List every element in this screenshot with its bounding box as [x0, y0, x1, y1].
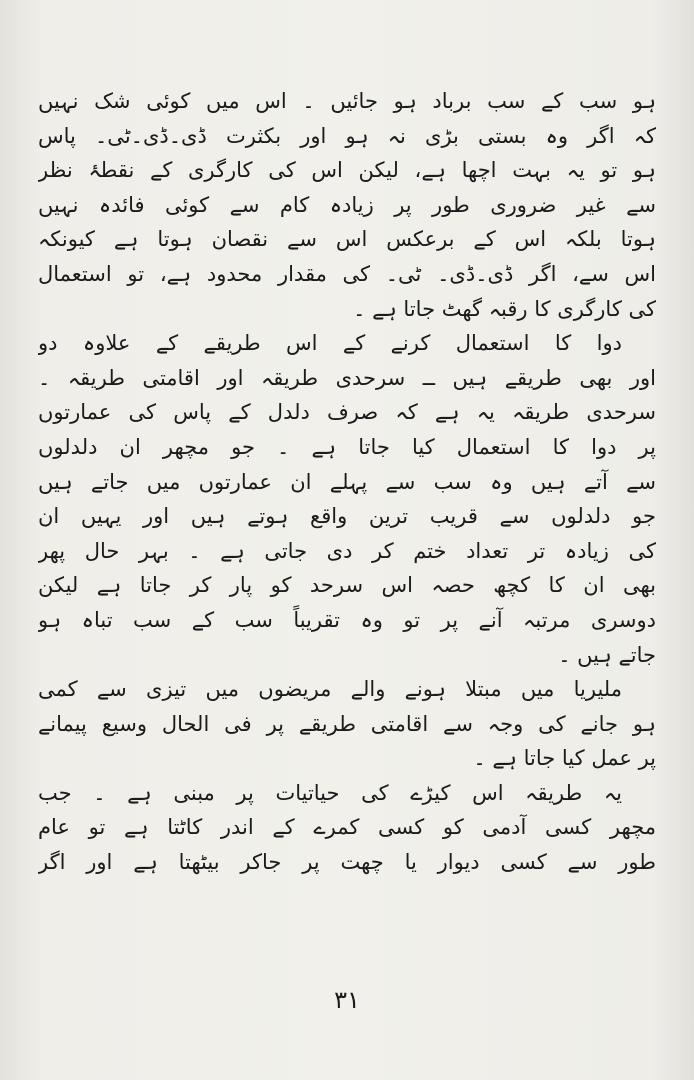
text-line: طور سے کسی دیوار یا چھت پر جاکر بیٹھتا ہے اور اگر: [38, 850, 656, 875]
text-line: ہو سب کے سب برباد ہو جائیں ۔ اس میں کوئی شک نہیں: [38, 89, 656, 113]
text-line: مچھر کسی آدمی کو کسی کمرے کے اندر کاٹتا ہے تو عام: [38, 815, 656, 840]
text-line: جاتے ہیں ۔: [558, 642, 656, 667]
text-line: کی زیادہ تر تعداد ختم کر دی جاتی ہے ۔ بہر حال پھر: [38, 538, 656, 563]
text-line: دوسری مرتبہ آنے پر تو وہ تقریباً سب کے سب تباہ ہو: [38, 607, 656, 632]
text-line: سرحدی طریقہ یہ ہے کہ صرف دلدل کے پاس کی عمارتوں: [38, 400, 656, 425]
text-line: کی کارگری کا رقبہ گھٹ جاتا ہے ۔: [353, 296, 656, 321]
text-line: کہ اگر وہ بستی بڑی نہ ہو اور بکثرت ڈی۔ڈی۔ٹی۔ پاس: [38, 123, 656, 148]
text-line: ہوتا بلکہ اس کے برعکس اس سے نقصان ہوتا ہے کیونکہ: [38, 227, 656, 252]
paragraph-start-line: دوا کا استعمال کرنے کے اس طریقے کے علاوہ دو: [38, 331, 622, 356]
text-line: سے آتے ہیں وہ سب سے پہلے ان عمارتوں میں جاتے ہیں: [38, 469, 656, 494]
text-line: بھی ان کا کچھ حصہ اس سرحد کو پار کر جاتا ہے لیکن: [38, 573, 656, 598]
text-line: اس سے، اگر ڈی۔ڈی۔ ٹی۔ کی مقدار محدود ہے، تو استعمال: [38, 261, 656, 286]
paragraph-start-line: ملیریا میں مبتلا ہونے والے مریضوں میں تیزی سے کمی: [38, 677, 622, 702]
text-line: جو دلدلوں سے قریب ترین واقع ہوتے ہیں اور یہیں ان: [38, 504, 656, 529]
body-text: [38, 84, 656, 880]
text-line: سے غیر ضروری طور پر زیادہ کام سے کوئی فائدہ نہیں: [38, 192, 656, 217]
text-line: پر عمل کیا جاتا ہے ۔: [473, 746, 656, 771]
page-number: ۳۱: [334, 986, 360, 1014]
text-line: اور بھی طریقے ہیں ــ سرحدی طریقہ اور اقامتی طریقہ ۔: [38, 365, 656, 390]
text-line: ہو تو یہ بہت اچھا ہے، لیکن اس کی کارگری کے نقطۂ نظر: [38, 158, 656, 183]
paragraph-start-line: یہ طریقہ اس کیڑے کی حیاتیات پر مبنی ہے ۔ جب: [38, 780, 622, 805]
text-line: ہو جانے کی وجہ سے اقامتی طریقے پر فی الحال وسیع پیمانے: [38, 711, 656, 736]
text-line: پر دوا کا استعمال کیا جاتا ہے ۔ جو مچھر ان دلدلوں: [38, 434, 656, 459]
